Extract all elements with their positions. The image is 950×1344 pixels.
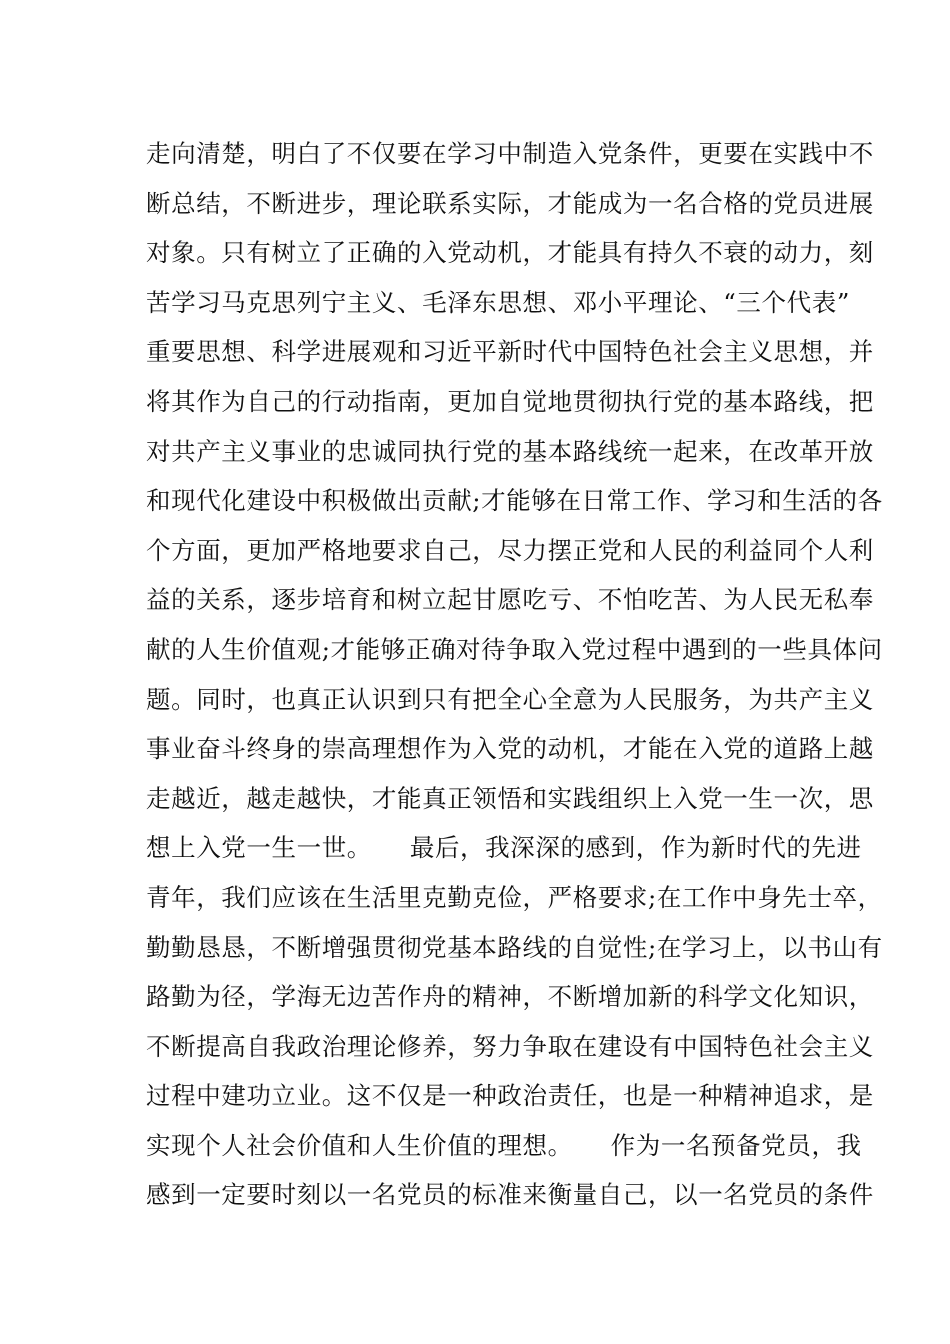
- text-line: 实现个人社会价值和人生价值的理想。 作为一名预备党员，我: [146, 1130, 862, 1160]
- text-line: 路勤为径，学海无边苦作舟的精神，不断增加新的科学文化知识，: [146, 982, 874, 1012]
- text-line: 对象。只有树立了正确的入党动机，才能具有持久不衰的动力，刻: [146, 238, 874, 268]
- body-text: [146, 129, 883, 1220]
- text-line: 益的关系，逐步培育和树立起甘愿吃亏、不怕吃苦、为人民无私奉: [146, 585, 874, 615]
- text-line: 勤勤恳恳，不断增强贯彻党基本路线的自觉性;在学习上，以书山有: [146, 932, 883, 962]
- text-line: 题。同时，也真正认识到只有把全心全意为人民服务，为共产主义: [146, 684, 874, 714]
- text-line: 对共产主义事业的忠诚同执行党的基本路线统一起来，在改革开放: [146, 436, 874, 466]
- text-line: 走越近，越走越快，才能真正领悟和实践组织上入党一生一次，思: [146, 783, 874, 813]
- text-line: 重要思想、科学进展观和习近平新时代中国特色社会主义思想，并: [146, 337, 874, 367]
- text-line: 走向清楚，明白了不仅要在学习中制造入党条件，更要在实践中不: [146, 139, 874, 168]
- text-line: 断总结，不断进步，理论联系实际，才能成为一名合格的党员进展: [146, 188, 874, 218]
- text-line: 青年，我们应该在生活里克勤克俭，严格要求;在工作中身先士卒，: [146, 882, 883, 912]
- text-line: 想上入党一生一世。 最后，我深深的感到，作为新时代的先进: [146, 833, 862, 863]
- text-line: 将其作为自己的行动指南，更加自觉地贯彻执行党的基本路线，把: [146, 386, 874, 416]
- text-line: 个方面，更加严格地要求自己，尽力摆正党和人民的利益同个人利: [146, 535, 874, 565]
- text-line: 感到一定要时刻以一名党员的标准来衡量自己，以一名党员的条件: [146, 1180, 874, 1210]
- text-line: 苦学习马克思列宁主义、毛泽东思想、邓小平理论、“三个代表”: [146, 287, 850, 317]
- text-line: 事业奋斗终身的崇高理想作为入党的动机，才能在入党的道路上越: [146, 734, 874, 764]
- text-line: 过程中建功立业。这不仅是一种政治责任，也是一种精神追求，是: [146, 1081, 874, 1111]
- text-line: 不断提高自我政治理论修养，努力争取在建设有中国特色社会主义: [146, 1031, 874, 1061]
- text-line: 和现代化建设中积极做出贡献;才能够在日常工作、学习和生活的各: [146, 486, 883, 516]
- text-line: 献的人生价值观;才能够正确对待争取入党过程中遇到的一些具体问: [146, 634, 883, 664]
